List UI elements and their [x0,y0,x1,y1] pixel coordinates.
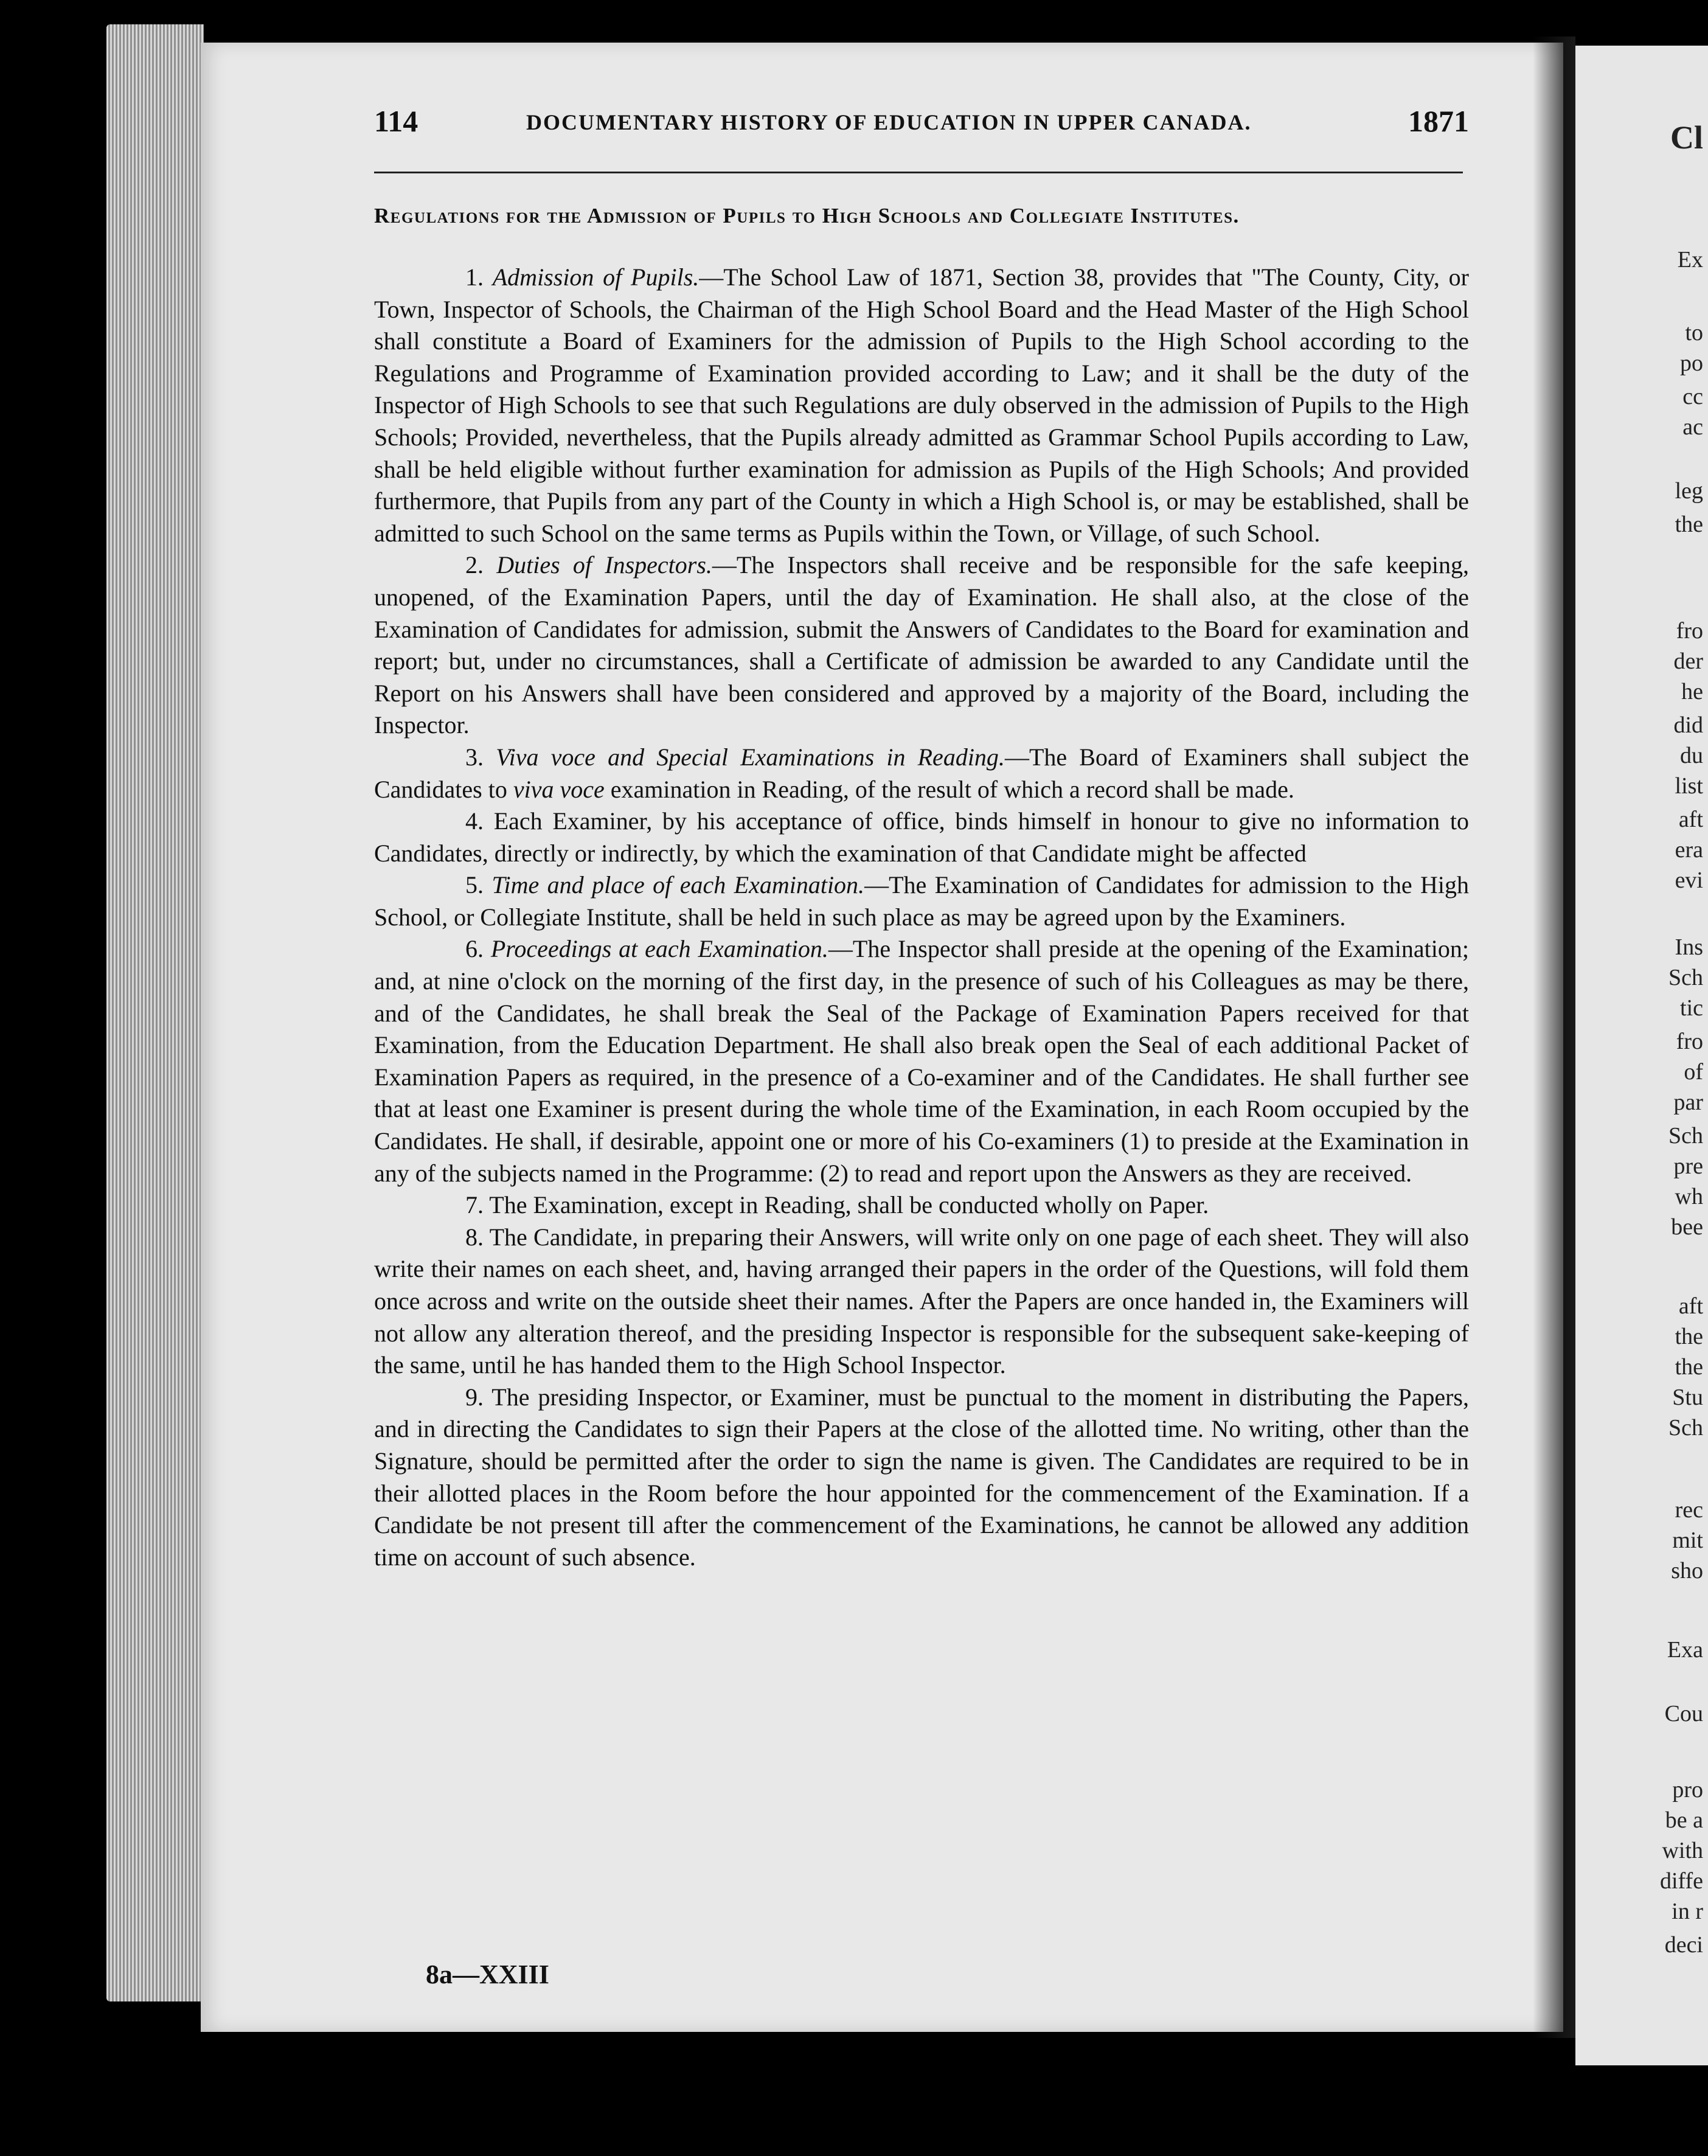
running-head [374,103,1469,146]
running-year: 1871 [1408,104,1469,138]
paragraph-number: 3. [465,743,484,771]
paragraph-number: 1. [465,263,484,291]
book-page-edges [106,24,204,2001]
paragraph-7 [374,1189,1469,1222]
facing-page-fragment: he [1681,679,1703,704]
paragraph-number: 7. [465,1191,484,1219]
paragraph-text: The Examination, except in Reading, shall be conducted wholly on Paper. [489,1191,1209,1219]
facing-page-fragment: evi [1675,868,1703,893]
regulations-body [374,262,1469,1573]
paragraph-text: —The Inspector shall preside at the opening of the Examination; and, at nine o'clock on the morning of the first day, in the presence of such of his Colleagues as may be there, and of the Candidates, he shall break the Seal of the Package of Examination Papers received for that Examination, from the Education Department. He shall also break open the Seal of each additional Packet of Examination Papers as required, in the presence of a Co-examiner and of the Candidates. He shall further see that at least one Examiner is present during the whole time of the Examination, in each Room occupied by the Candidates. He shall, if desirable, appoint one or more of his Co-examiners (1) to preside at the Examination in any of the subjects named in the Programme: (2) to read and report upon the Answers as they are received. [374,935,1469,1187]
signature-mark: 8a—XXIII [426,1960,549,1989]
facing-page-fragment: bee [1671,1214,1703,1240]
facing-page-fragment: fro [1676,618,1703,644]
facing-page-fragment: diffe [1659,1868,1703,1894]
paragraph-text: Each Examiner, by his acceptance of office, binds himself in honour to give no information to Candidates, directly or indirectly, by which the examination of that Candidate might be affected [374,807,1469,867]
facing-page-fragment: du [1680,743,1703,768]
paragraph-1 [374,262,1469,549]
paragraph-heading: Admission of Pupils. [492,263,700,291]
facing-page-fragment: to [1685,320,1703,346]
facing-page-fragment: Stu [1672,1385,1703,1410]
facing-page-fragment: Cou [1664,1701,1703,1727]
facing-page-fragment: fro [1676,1029,1703,1054]
header-rule [374,172,1463,173]
paragraph-heading: Time and place of each Examination. [491,871,865,899]
facing-page-fragment: Ex [1677,247,1703,273]
facing-page-fragment: par [1673,1090,1703,1115]
facing-page-fragment: po [1680,350,1703,376]
paragraph-number: 6. [465,935,484,963]
paragraph-text: —The School Law of 1871, Section 38, provides that "The County, City, or Town, Inspector of Schools, the Chairman of the High School Board and the Head Master of the High School shall constitute a Board of Examiners for the admission of Pupils to the High School according to the Regulations and Programme of Examination provided according to Law; and it shall be the duty of the Inspector of High Schools to see that such Regulations are duly observed in the admission of Pupils to the High Schools; Provided, nevertheless, that the Pupils already admitted as Grammar School Pupils according to Law, shall be held eligible without further examination for admission as Pupils of the High Schools; And provided furthermore, that Pupils from any part of the County in which a High School is, or may be established, shall be admitted to such School on the same terms as Pupils within the Town, or Village, of such School. [374,263,1469,547]
facing-page-fragment: with [1662,1838,1703,1863]
paragraph-text: —The Examination of Candidates for admission to the High School, or Collegiate Institute, shall be held in such place as may be agreed upon by the Examiners. [374,871,1470,931]
facing-page-fragment: Ins [1675,934,1703,960]
paragraph-2 [374,549,1469,742]
facing-page-fragment: der [1673,649,1703,674]
running-title: DOCUMENTARY HISTORY OF EDUCATION IN UPPER CANADA. [526,110,1252,134]
paragraph-italic-term: viva voce [513,775,605,803]
facing-page-fragment: Sch [1668,965,1703,990]
facing-page-fragment: cc [1682,384,1703,409]
paragraph-number: 8. [465,1223,484,1251]
facing-page [1575,46,1708,2065]
facing-page-fragment: era [1675,837,1703,863]
paragraph-heading: Duties of Inspectors. [496,551,712,579]
facing-page-fragment: the [1675,1324,1703,1349]
section-title: Regulations for the Admission of Pupils to High Schools and Collegiate Institutes. [374,204,1240,228]
paragraph-heading: Proceedings at each Examination. [490,935,828,963]
paragraph-6 [374,933,1469,1189]
facing-page-fragment: of [1684,1059,1703,1085]
paragraph-text: examination in Reading, of the result of which a record shall be made. [604,775,1294,803]
facing-page-fragment: ac [1682,414,1703,440]
facing-page-fragment: in r [1672,1899,1703,1924]
paragraph-number: 4. [465,807,484,835]
facing-page-fragment: deci [1664,1932,1703,1958]
paragraph-text: —The Inspectors shall receive and be responsible for the safe keeping, unopened, of the Examination Papers, until the day of Examination. He shall also, at the close of the Examination of Candidates for admission, submit the Answers of Candidates to the Board for examination and report; but, under no circumstances, shall a Certificate of admission be awarded to any Candidate until the Report on his Answers shall have been considered and approved by a majority of the Board, including the Inspector. [374,551,1470,739]
paragraph-8 [374,1222,1469,1382]
paragraph-number: 9. [465,1383,484,1411]
paragraph-number: 5. [465,871,484,899]
page-number: 114 [374,104,418,138]
paragraph-3 [374,742,1469,805]
paragraph-4 [374,805,1469,869]
paragraph-5 [374,869,1469,933]
facing-page-fragment: Exa [1667,1637,1703,1663]
paragraph-text-lead: —The Board of Examiners shall subject the Candidates to [374,743,1469,803]
facing-page-fragment: list [1675,773,1703,799]
facing-page-fragment: aft [1678,807,1703,832]
paragraph-text: The Candidate, in preparing their Answers, will write only on one page of each sheet. They will also write their names on each sheet, and, having arranged their papers in the order of the Questions, will fold them once across and write on the outside sheet their names. After the Papers are once handed in, the Examiners will not allow any alteration thereof, and the presiding Inspector is responsible for the subsequent sake-keeping of the same, until he has handed them to the High School Inspector. [374,1223,1469,1379]
gutter-shadow [1533,37,1575,2038]
facing-page-fragment: pro [1672,1777,1703,1803]
paragraph-text: The presiding Inspector, or Examiner, must be punctual to the moment in distributing the Papers, and in directing the Candidates to sign their Papers at the close of the allotted time. No writing, other than the Signature, should be permitted after the order to sign the name is given. The Candidates are required to be in their allotted places in the Room before the hour appointed for the commencement of the Examination. If a Candidate be not present till after the commencement of the Examinations, he cannot be allowed any addition time on account of such absence. [374,1383,1469,1571]
paragraph-number: 2. [465,551,484,579]
facing-page-fragment: mit [1672,1528,1703,1553]
facing-page-fragment: did [1673,712,1703,738]
facing-page-fragment: the [1675,512,1703,537]
facing-page-fragment: aft [1678,1293,1703,1319]
facing-page-fragment: the [1675,1354,1703,1380]
facing-page-fragment: rec [1675,1497,1703,1523]
facing-page-fragment: be a [1665,1807,1703,1833]
facing-page-fragment: Sch [1668,1415,1703,1441]
paragraph-9 [374,1382,1469,1574]
facing-page-fragment: sho [1671,1558,1703,1584]
facing-page-fragment: leg [1675,478,1703,504]
facing-page-fragment: Cl [1670,119,1703,156]
facing-page-fragment: tic [1680,995,1703,1021]
facing-page-fragment: Sch [1668,1123,1703,1149]
facing-page-fragment: pre [1673,1153,1703,1179]
paragraph-heading: Viva voce and Special Examinations in Reading. [496,743,1005,771]
facing-page-fragment: wh [1675,1184,1703,1209]
